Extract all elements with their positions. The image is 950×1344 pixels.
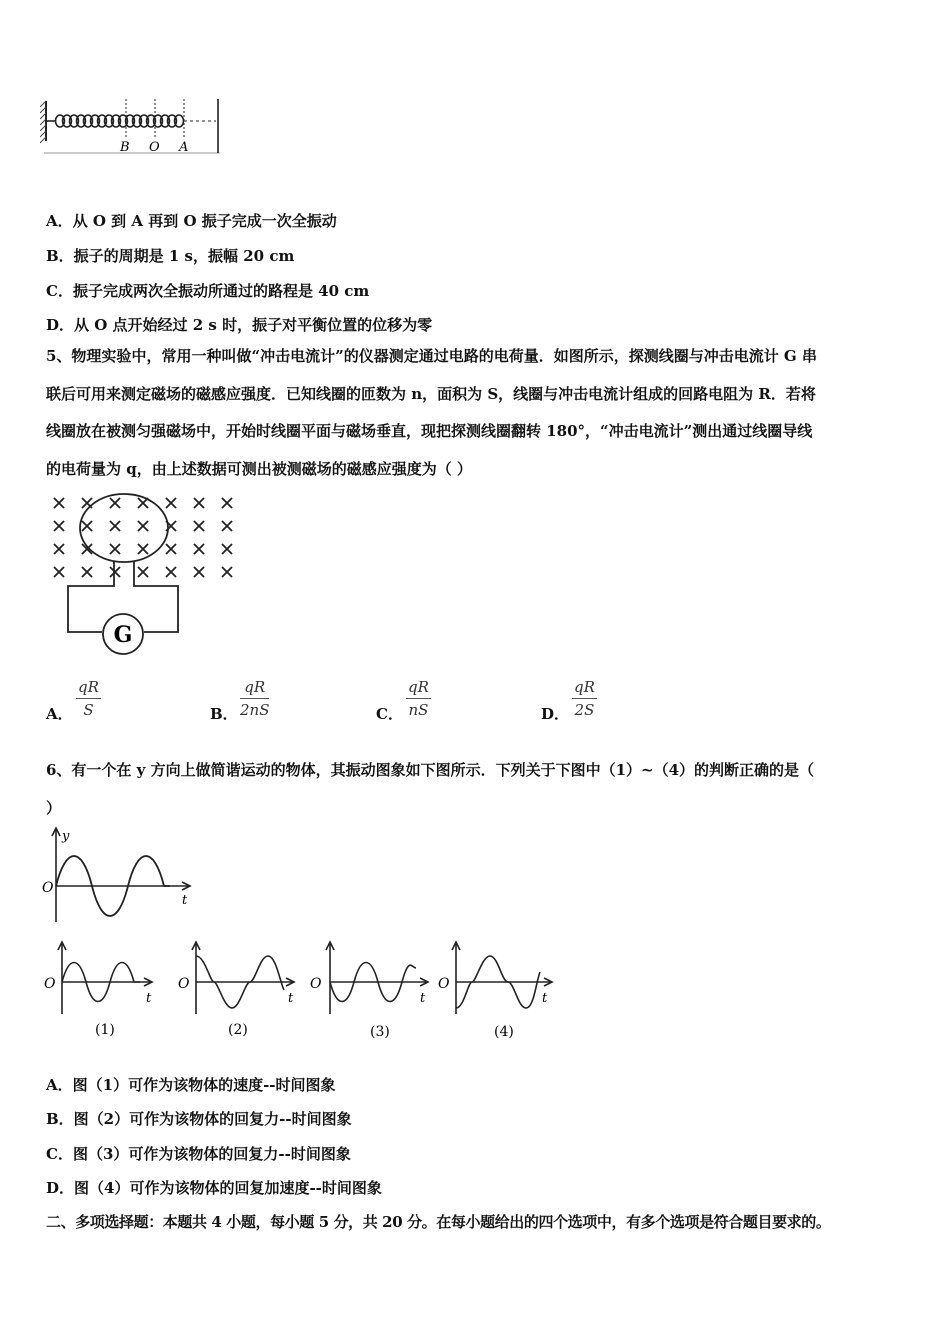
q6-graph-4-t: t xyxy=(542,991,548,1006)
q6-option-b: B．图（2）可作为该物体的回复力--时间图象 xyxy=(46,1110,352,1128)
q6-graph-2-t: t xyxy=(288,991,294,1006)
magnetic-field-coil-figure xyxy=(44,492,244,658)
q6-main-origin-label: O xyxy=(42,880,54,896)
galvanometer-label: G xyxy=(113,622,133,648)
q6-stem xyxy=(46,752,906,827)
label-o: O xyxy=(149,140,160,155)
q6-graph-4-label: (4) xyxy=(494,1024,514,1040)
q5-option-a-fraction xyxy=(76,676,101,721)
q6-option-d: D．图（4）可作为该物体的回复加速度--时间图象 xyxy=(46,1179,382,1197)
q5-option-c-fraction xyxy=(406,676,431,721)
q5-option-c-denominator: nS xyxy=(408,701,429,719)
q5-option-d-fraction xyxy=(572,676,597,721)
q5-option-d-letter: D． xyxy=(541,705,570,723)
q6-graph-3-origin: O xyxy=(310,976,322,992)
q5-option-a-letter: A． xyxy=(46,705,73,723)
spring-oscillator-figure xyxy=(40,95,230,160)
q6-option-a: A．图（1）可作为该物体的速度--时间图象 xyxy=(46,1076,336,1094)
q6-option-c: C．图（3）可作为该物体的回复力--时间图象 xyxy=(46,1145,351,1163)
spring-coil xyxy=(56,115,184,127)
q5-line-4: 的电荷量为 q，由上述数据可测出被测磁场的磁感应强度为（ ） xyxy=(46,459,472,478)
q6-main-y-label: y xyxy=(62,829,70,844)
q5-option-c-letter: C． xyxy=(376,705,403,723)
q5-option-b-denominator: 2nS xyxy=(240,701,270,719)
q6-graph-3-label: (3) xyxy=(370,1024,390,1040)
q5-line-2: 联后可用来测定磁场的磁感应强度．已知线圈的匝数为 n，面积为 S，线圈与冲击电流计组成的回路电阻为 R．若将 xyxy=(46,384,816,403)
q5-line-3: 线圈放在被测匀强磁场中，开始时线圈平面与磁场垂直，现把探测线圈翻转 180°，“冲击电流计”测出通过线圈导线 xyxy=(46,422,813,440)
q6-main-graph xyxy=(40,826,200,926)
q6-graph-1-origin: O xyxy=(44,976,56,992)
q6-small-graphs xyxy=(40,938,560,1048)
q6-graph-4 xyxy=(452,942,552,1014)
q6-graph-1 xyxy=(58,942,152,1014)
q6-main-t-label: t xyxy=(182,893,188,908)
q5-option-d-denominator: 2S xyxy=(574,701,595,719)
q4-option-b: B．振子的周期是 1 s，振幅 20 cm xyxy=(46,247,295,265)
q6-line-2: ） xyxy=(46,798,62,817)
detection-coil xyxy=(80,494,168,562)
q6-graph-3 xyxy=(326,942,428,1014)
q5-option-b-fraction xyxy=(240,676,269,721)
q6-graph-2 xyxy=(192,942,294,1014)
q5-option-a-numerator: qR xyxy=(76,676,101,699)
q6-graph-4-origin: O xyxy=(438,976,450,992)
q6-line-1: 6、有一个在 y 方向上做简谐运动的物体，其振动图象如下图所示．下列关于下图中（1）~（4）的判断正确的是（ xyxy=(46,761,815,779)
q4-option-d: D．从 O 点开始经过 2 s 时，振子对平衡位置的位移为零 xyxy=(46,316,433,334)
q5-stem xyxy=(46,338,906,488)
q6-graph-3-t: t xyxy=(420,991,426,1006)
section-2-heading: 二、多项选择题：本题共 4 小题，每小题 5 分，共 20 分。在每小题给出的四个选项中，有多个选项是符合题目要求的。 xyxy=(46,1213,831,1231)
label-b: B xyxy=(120,140,130,155)
q6-graph-1-label: (1) xyxy=(95,1022,115,1038)
q4-option-c: C．振子完成两次全振动所通过的路程是 40 cm xyxy=(46,282,370,300)
label-a: A xyxy=(179,140,189,155)
q5-option-b-letter: B． xyxy=(210,705,238,723)
q5-option-b-numerator: qR xyxy=(240,676,269,699)
q5-option-a-denominator: S xyxy=(83,701,94,719)
q6-graph-2-origin: O xyxy=(178,976,190,992)
q5-line-1: 5、物理实验中，常用一种叫做“冲击电流计”的仪器测定通过电路的电荷量．如图所示，探测线圈与冲击电流计 G 串 xyxy=(46,347,817,365)
q5-option-d-numerator: qR xyxy=(572,676,597,699)
q6-graph-2-label: (2) xyxy=(228,1022,248,1038)
q5-option-c-numerator: qR xyxy=(406,676,431,699)
q6-graph-1-t: t xyxy=(146,991,152,1006)
q4-option-a: A．从 O 到 A 再到 O 振子完成一次全振动 xyxy=(46,212,337,230)
